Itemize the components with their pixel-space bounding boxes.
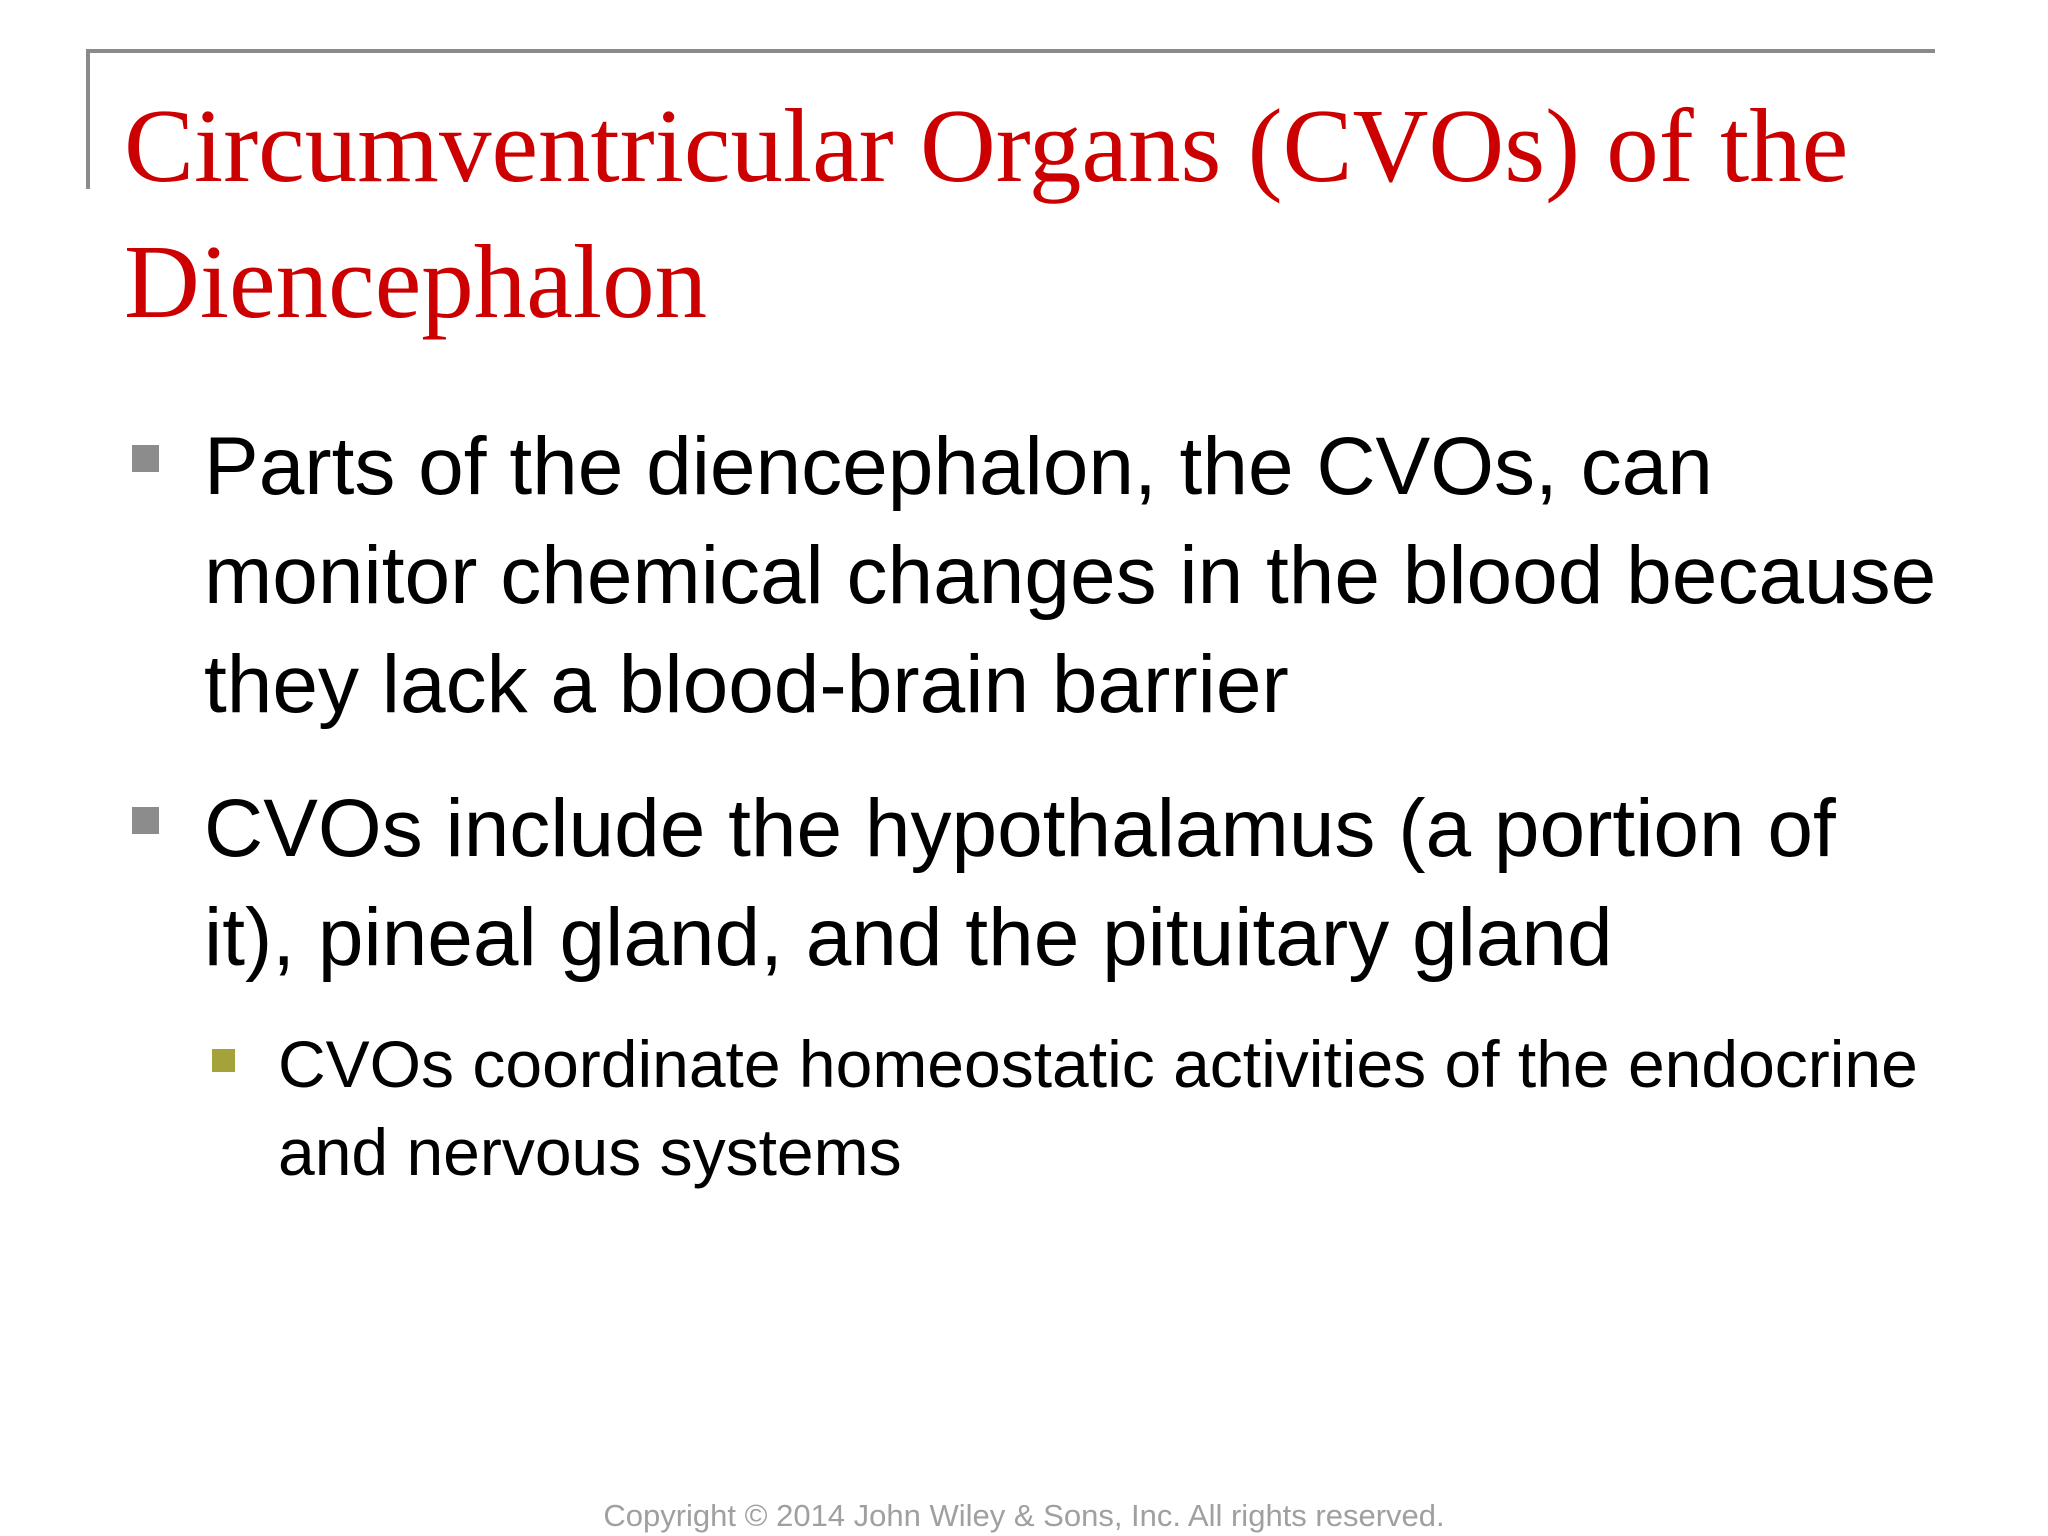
sub-bullet-text: CVOs coordinate homeostatic activities of the endocrine and nervous systems xyxy=(278,1027,1918,1189)
copyright-footer: Copyright © 2014 John Wiley & Sons, Inc. All rights reserved. xyxy=(603,1498,1445,1533)
bullet-text: CVOs include the hypothalamus (a portion of it), pineal gland, and the pituitary gland xyxy=(204,783,1836,983)
square-bullet-icon xyxy=(132,445,159,472)
square-sub-bullet-icon xyxy=(212,1049,235,1072)
square-bullet-icon xyxy=(132,807,159,834)
bullet-text: Parts of the diencephalon, the CVOs, can monitor chemical changes in the blood because they lack a blood-brain barrier xyxy=(204,421,1937,730)
slide-title: Circumventricular Organs (CVOs) of the Diencephalon xyxy=(124,87,1849,340)
